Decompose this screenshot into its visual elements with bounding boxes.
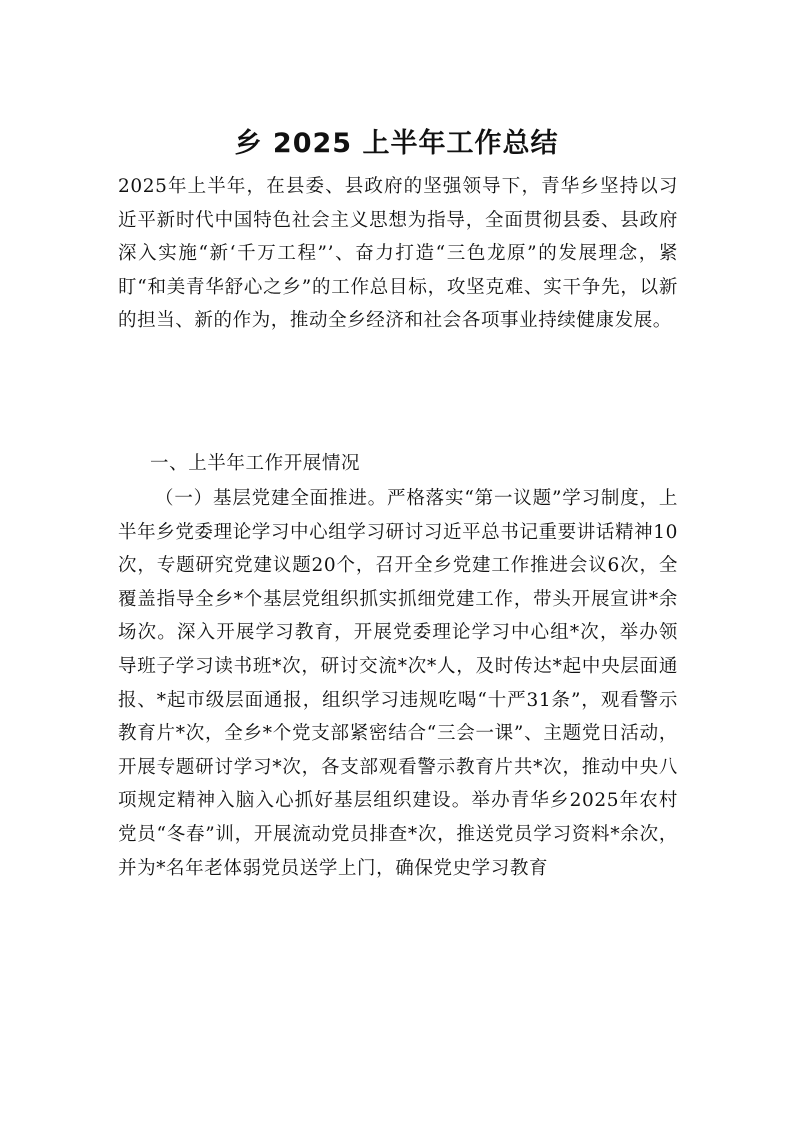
subsection-paragraph: （一）基层党建全面推进。严格落实“第一议题”学习制度，上半年乡党委理论学习中心组学习研讨习近平总书记重要讲话精神10次，专题研究党建议题20个，召开全乡党建工作推进会议6次，全覆盖指导全乡*个基层党组织抓实抓细党建工作，带头开展宣讲*余场次。深入开展学习教育，开展党委理论学习中心组*次，举办领导班子学习读书班*次，研讨交流*次*人，及时传达*起中央层面通报、*起市级层面通报，组织学习违规吃喝“十严31条”，观看警示教育片*次，全乡*个党支部紧密结合“三会一课”、主题党日活动，开展专题研讨学习*次，各支部观看警示教育片共*次，推动中央八项规定精神入脑入心抓好基层组织建设。举办青华乡2025年农村党员“冬春”训，开展流动党员排查*次，推送党员学习资料*余次，并为*名年老体弱党员送学上门，确保党史学习教育 bbox=[118, 488, 678, 879]
section-heading: 一、上半年工作开展情况 bbox=[150, 453, 361, 474]
document-title: 乡 2025 上半年工作总结 bbox=[234, 128, 559, 159]
intro-paragraph: 2025年上半年，在县委、县政府的坚强领导下，青华乡坚持以习近平新时代中国特色社会主义思想为指导，全面贯彻县委、县政府深入实施“新‘千万工程”’、奋力打造“三色龙原”的发展理念，紧盯“和美青华舒心之乡”的工作总目标，攻坚克难、实干争先，以新的担当、新的作为，推动全乡经济和社会各项事业持续健康发展。 bbox=[118, 176, 678, 332]
